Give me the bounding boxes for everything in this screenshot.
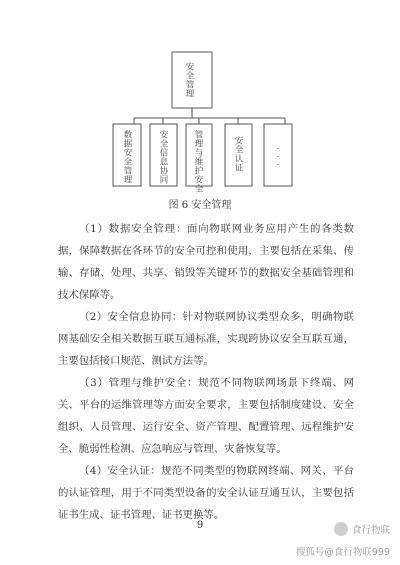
paragraph-data-security: （1）数据安全管理：面向物联网业务应用产生的各类数据，保障数据在各环节的安全可控和使用，主要包括在采集、传输、存储、处理、共享、销毁等关键环节的数据安全基础管理和技术保障等。	[58, 223, 354, 301]
watermark-brand: 食行物联	[351, 525, 390, 536]
child-node-info-collab: 安全信息协同	[158, 130, 168, 184]
watermark	[262, 520, 392, 560]
security-management-diagram	[0, 0, 400, 195]
figure-caption: 图 6 安全管理	[168, 200, 232, 211]
page-number: 9	[196, 520, 204, 531]
watermark-logo	[334, 522, 390, 536]
child-node-data-security: 数据安全管理	[122, 130, 132, 184]
watermark-account: 搜狐号@食行物联999	[295, 547, 390, 558]
paragraph-info-collab: （2）安全信息协同：针对物联网协议类型众多，明确物联网基础安全相关数据互联互通标准，实现跨协议安全互联互通，主要包括接口规范、测试方法等。	[58, 311, 354, 367]
paragraph-maintenance: （3）管理与维护安全：规范不同物联网场景下终端、网关、平台的运维管理等方面安全要求，主要包括制度建设、安全组织、人员管理、运行安全、资产管理、配置管理、远程维护安全、脆弱性检测、应急响应与管理、灾备恢复等。	[58, 377, 354, 455]
root-node-label: 安全管理	[184, 62, 194, 98]
child-node-maintenance: 管理与维护安全	[193, 130, 203, 193]
child-node-auth: 安全认证	[233, 136, 243, 172]
paragraph-auth: （4）安全认证：规范不同类型的物联网终端、网关、平台的认证管理，用于不同类型设备的安全认证互通互认，主要包括证书生成、证书管理、证书更换等。	[58, 465, 354, 521]
child-node-more: ...	[273, 142, 283, 166]
brand-icon	[334, 522, 348, 536]
